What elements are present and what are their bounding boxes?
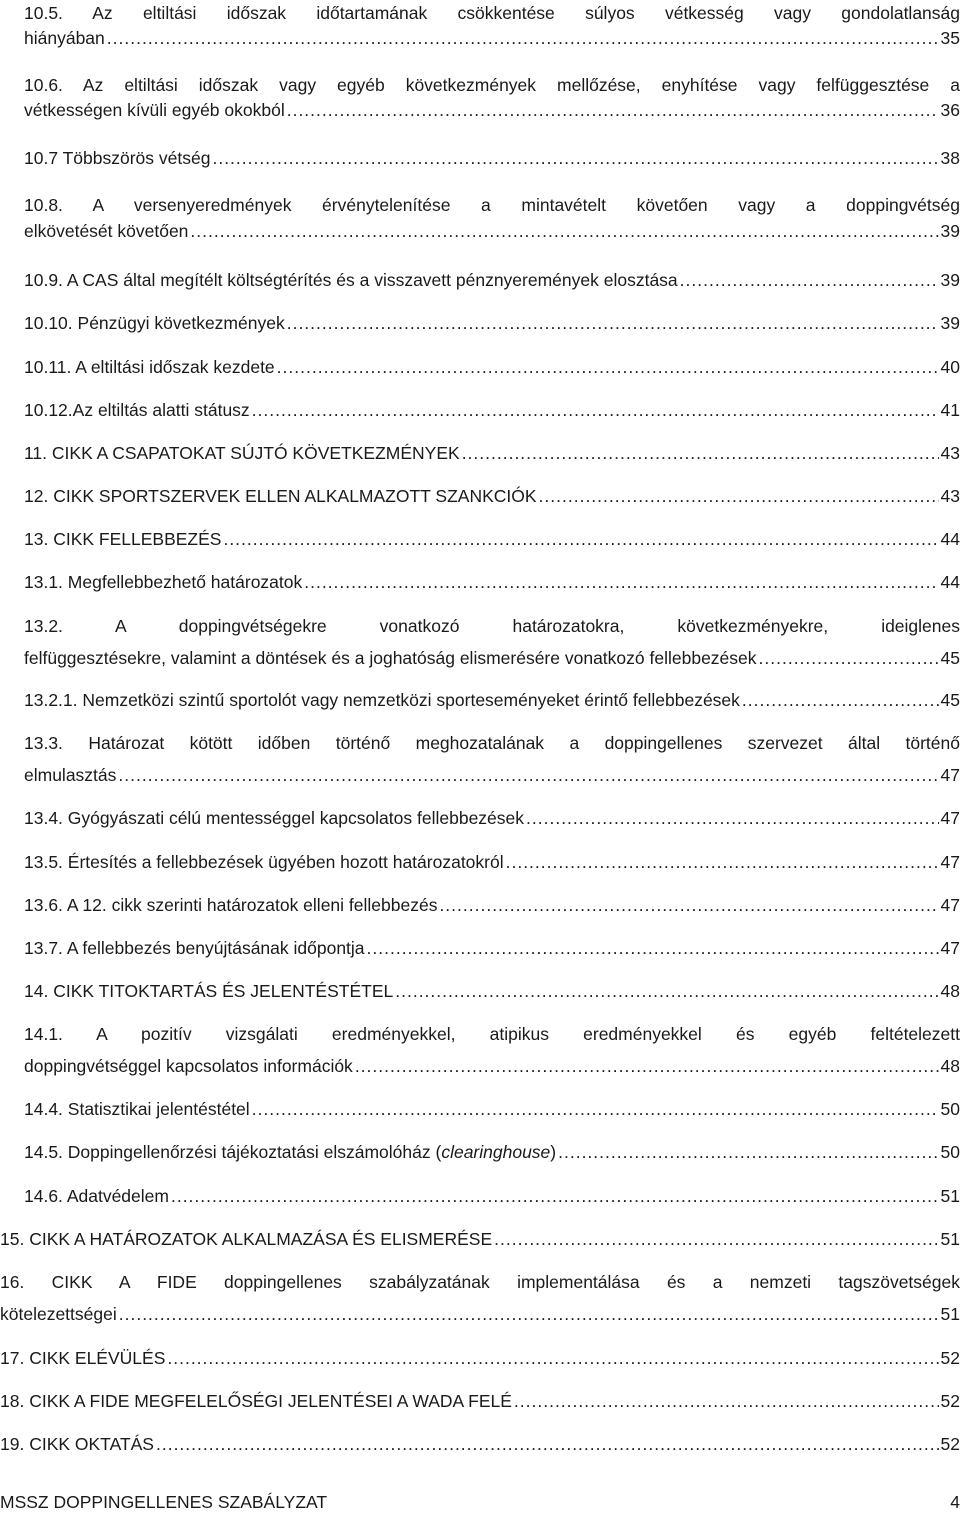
toc-entry-text: elkövetését követően: [24, 221, 189, 241]
toc-entry-text: 10.6. Az eltiltási időszak vagy egyéb következmények mellőzése, enyhítése vagy felfüggesztése a: [24, 75, 960, 95]
dot-leader: [190, 219, 938, 244]
toc-entry-10-5[interactable]: [0, 1, 960, 51]
dot-leader: [277, 355, 939, 380]
toc-page-number: 44: [940, 572, 960, 592]
toc-page-number: 39: [940, 270, 960, 290]
toc-entry-text: 13.7. A fellebbezés benyújtásának időpontja: [24, 938, 365, 958]
toc-page-number: 39: [940, 221, 960, 241]
dot-leader: [223, 527, 938, 552]
toc-entry-16[interactable]: [0, 1270, 960, 1327]
toc-entry-text: 15. CIKK A HATÁROZATOK ALKALMAZÁSA ÉS ELISMERÉSE: [0, 1229, 493, 1249]
toc-entry-text: 13.2.1. Nemzetközi szintű sportolót vagy nemzetközi sporteseményeket érintő fellebbezések: [24, 690, 740, 710]
toc-entry-text: 18. CIKK A FIDE MEGFELELŐSÉGI JELENTÉSEI A WADA FELÉ: [0, 1391, 512, 1411]
toc-entry-14-6[interactable]: [0, 1184, 960, 1209]
toc-page-number: 50: [940, 1142, 960, 1162]
dot-leader: [287, 311, 939, 336]
toc-page-number: 44: [940, 529, 960, 549]
dot-leader: [526, 806, 939, 831]
dot-leader: [156, 1432, 939, 1457]
toc-page-number: 50: [940, 1099, 960, 1119]
footer-title: MSSZ DOPPINGELLENES SZABÁLYZAT: [0, 1492, 328, 1512]
dot-leader: [680, 268, 939, 293]
page-footer: [0, 1490, 960, 1515]
dot-leader: [539, 484, 939, 509]
dot-leader: [439, 893, 938, 918]
toc-entry-13-4[interactable]: [0, 806, 960, 831]
toc-entry-14-1[interactable]: [0, 1022, 960, 1079]
toc-page-number: 39: [940, 313, 960, 333]
toc-entry-text: kötelezettségei: [0, 1304, 117, 1324]
dot-leader: [355, 1054, 939, 1079]
toc-entry-text: elmulasztás: [24, 765, 117, 785]
toc-entry-text: hiányában: [24, 28, 105, 48]
toc-page-number: 51: [940, 1186, 960, 1206]
dot-leader: [759, 646, 939, 671]
toc-page-number: 52: [940, 1391, 960, 1411]
toc-entry-text: 19. CIKK OKTATÁS: [0, 1434, 154, 1454]
toc-entry-text: [24, 1140, 556, 1165]
toc-entry-leader-line: [24, 98, 960, 123]
toc-entry-text: 13.6. A 12. cikk szerinti határozatok elleni fellebbezés: [24, 895, 438, 915]
toc-entry-text: 13.3. Határozat kötött időben történő meghozatalának a doppingellenes szervezet által történő: [24, 733, 960, 753]
dot-leader: [252, 398, 939, 423]
toc-entry-text: 10.8. A versenyeredmények érvénytelenítése a mintavételt követően vagy a doppingvétség: [24, 195, 960, 215]
toc-entry-14-5[interactable]: [0, 1140, 960, 1165]
dot-leader: [287, 98, 939, 123]
dot-leader: [742, 688, 939, 713]
toc-page-number: 48: [940, 981, 960, 1001]
toc-entry-text: 10.9. A CAS által megítélt költségtérítés és a visszavett pénznyeremények elosztása: [24, 270, 678, 290]
toc-entry-text-italic: clearinghouse: [441, 1142, 551, 1162]
dot-leader: [107, 26, 939, 51]
toc-page-number: 35: [940, 28, 960, 48]
toc-entry-10-8[interactable]: [0, 193, 960, 244]
toc-page-number: 52: [940, 1348, 960, 1368]
dot-leader: [119, 1302, 939, 1327]
toc-page-number: 48: [940, 1056, 960, 1076]
toc-entry-text: 13.1. Megfellebbezhető határozatok: [24, 572, 303, 592]
dot-leader: [462, 441, 939, 466]
dot-leader: [212, 146, 938, 171]
toc-entry-text: 14.1. A pozitív vizsgálati eredményekkel, atipikus eredményekkel és egyéb feltételezett: [24, 1024, 960, 1044]
toc-entry-text: 13.5. Értesítés a fellebbezések ügyében hozott határozatokról: [24, 852, 504, 872]
toc-entry-13-5[interactable]: [0, 850, 960, 875]
toc-entry-text-post: ): [550, 1142, 557, 1162]
toc-entry-17[interactable]: [0, 1346, 960, 1371]
dot-leader: [506, 850, 939, 875]
toc-entry-13-2-1[interactable]: [0, 688, 960, 713]
toc-entry-text: 13.2. A doppingvétségekre vonatkozó határozatokra, következményekre, ideiglenes: [24, 616, 960, 636]
toc-page-number: 38: [940, 148, 960, 168]
toc-entry-11[interactable]: [0, 441, 960, 466]
toc-entry-text: 10.7 Többszörös vétség: [24, 148, 211, 168]
toc-page-number: 47: [940, 895, 960, 915]
toc-entry-15[interactable]: [0, 1227, 960, 1252]
toc-page-number: 51: [940, 1304, 960, 1324]
toc-entry-text: 14.6. Adatvédelem: [24, 1186, 169, 1206]
toc-entry-12[interactable]: [0, 484, 960, 509]
toc-entry-13-1[interactable]: [0, 570, 960, 595]
toc-entry-13-6[interactable]: [0, 893, 960, 918]
toc-page-number: 43: [940, 443, 960, 463]
toc-entry-text: 10.12.Az eltiltás alatti státusz: [24, 400, 250, 420]
toc-entry-10-7[interactable]: [0, 146, 960, 171]
toc-page-number: 36: [940, 100, 960, 120]
dot-leader: [304, 570, 938, 595]
dot-leader: [494, 1227, 938, 1252]
dot-leader: [167, 1346, 938, 1371]
toc-page-number: 47: [940, 808, 960, 828]
toc-entry-13-7[interactable]: [0, 936, 960, 961]
toc-entry-leader-line: [24, 26, 960, 51]
toc-entry-10-11[interactable]: [0, 355, 960, 380]
dot-leader: [558, 1140, 938, 1165]
toc-page-number: 47: [940, 852, 960, 872]
toc-entry-text: 12. CIKK SPORTSZERVEK ELLEN ALKALMAZOTT SZANKCIÓK: [24, 486, 537, 506]
toc-entry-text: 13.4. Gyógyászati célú mentességgel kapcsolatos fellebbezések: [24, 808, 525, 828]
dot-leader: [395, 979, 938, 1004]
dot-leader: [118, 763, 938, 788]
dot-leader: [367, 936, 939, 961]
toc-entry-13-2[interactable]: [0, 614, 960, 671]
toc-entry-10-12[interactable]: [0, 398, 960, 423]
toc-entry-14[interactable]: [0, 979, 960, 1004]
toc-entry-13[interactable]: [0, 527, 960, 552]
toc-entry-text: 10.5. Az eltiltási időszak időtartamának csökkentése súlyos vétkesség vagy gondolatlanság: [24, 3, 960, 23]
toc-page-number: 45: [940, 690, 960, 710]
toc-entry-text: vétkességen kívüli egyéb okokból: [24, 100, 285, 120]
toc-entry-10-9[interactable]: [0, 268, 960, 293]
toc-entry-text: 13. CIKK FELLEBBEZÉS: [24, 529, 222, 549]
dot-leader: [171, 1184, 939, 1209]
toc-page-number: 47: [940, 765, 960, 785]
dot-leader: [252, 1097, 939, 1122]
dot-leader: [514, 1389, 939, 1414]
toc-entry-text: felfüggesztésekre, valamint a döntések és a joghatóság elismerésére vonatkozó fellebbezések: [24, 648, 757, 668]
toc-entry-10-6[interactable]: [0, 73, 960, 123]
toc-entry-text: doppingvétséggel kapcsolatos információk: [24, 1056, 353, 1076]
toc-entry-text: 10.11. A eltiltási időszak kezdete: [24, 357, 275, 377]
toc-page-number: 45: [940, 648, 960, 668]
toc-page-number: 51: [940, 1229, 960, 1249]
toc-entry-text: 16. CIKK A FIDE doppingellenes szabályzatának implementálása és a nemzeti tagszövetségek: [0, 1272, 960, 1292]
toc-entry-text: 10.10. Pénzügyi következmények: [24, 313, 285, 333]
toc-entry-19[interactable]: [0, 1432, 960, 1457]
footer-page-number: 4: [950, 1492, 960, 1512]
toc-entry-14-4[interactable]: [0, 1097, 960, 1122]
toc-page-number: 41: [940, 400, 960, 420]
toc-entry-13-3[interactable]: [0, 731, 960, 788]
toc-entry-text: 11. CIKK A CSAPATOKAT SÚJTÓ KÖVETKEZMÉNYEK: [24, 443, 460, 463]
toc-entry-text: 14. CIKK TITOKTARTÁS ÉS JELENTÉSTÉTEL: [24, 981, 394, 1001]
toc-entry-18[interactable]: [0, 1389, 960, 1414]
toc-entry-text: 17. CIKK ELÉVÜLÉS: [0, 1348, 166, 1368]
toc-page-number: 52: [940, 1434, 960, 1454]
toc-page-number: 43: [940, 486, 960, 506]
toc-entry-10-10[interactable]: [0, 311, 960, 336]
toc-page-number: 40: [940, 357, 960, 377]
toc-entry-text-pre: 14.5. Doppingellenőrzési tájékoztatási elszámolóház (: [24, 1142, 442, 1162]
toc-page-number: 47: [940, 938, 960, 958]
toc-entry-text: 14.4. Statisztikai jelentéstétel: [24, 1099, 250, 1119]
